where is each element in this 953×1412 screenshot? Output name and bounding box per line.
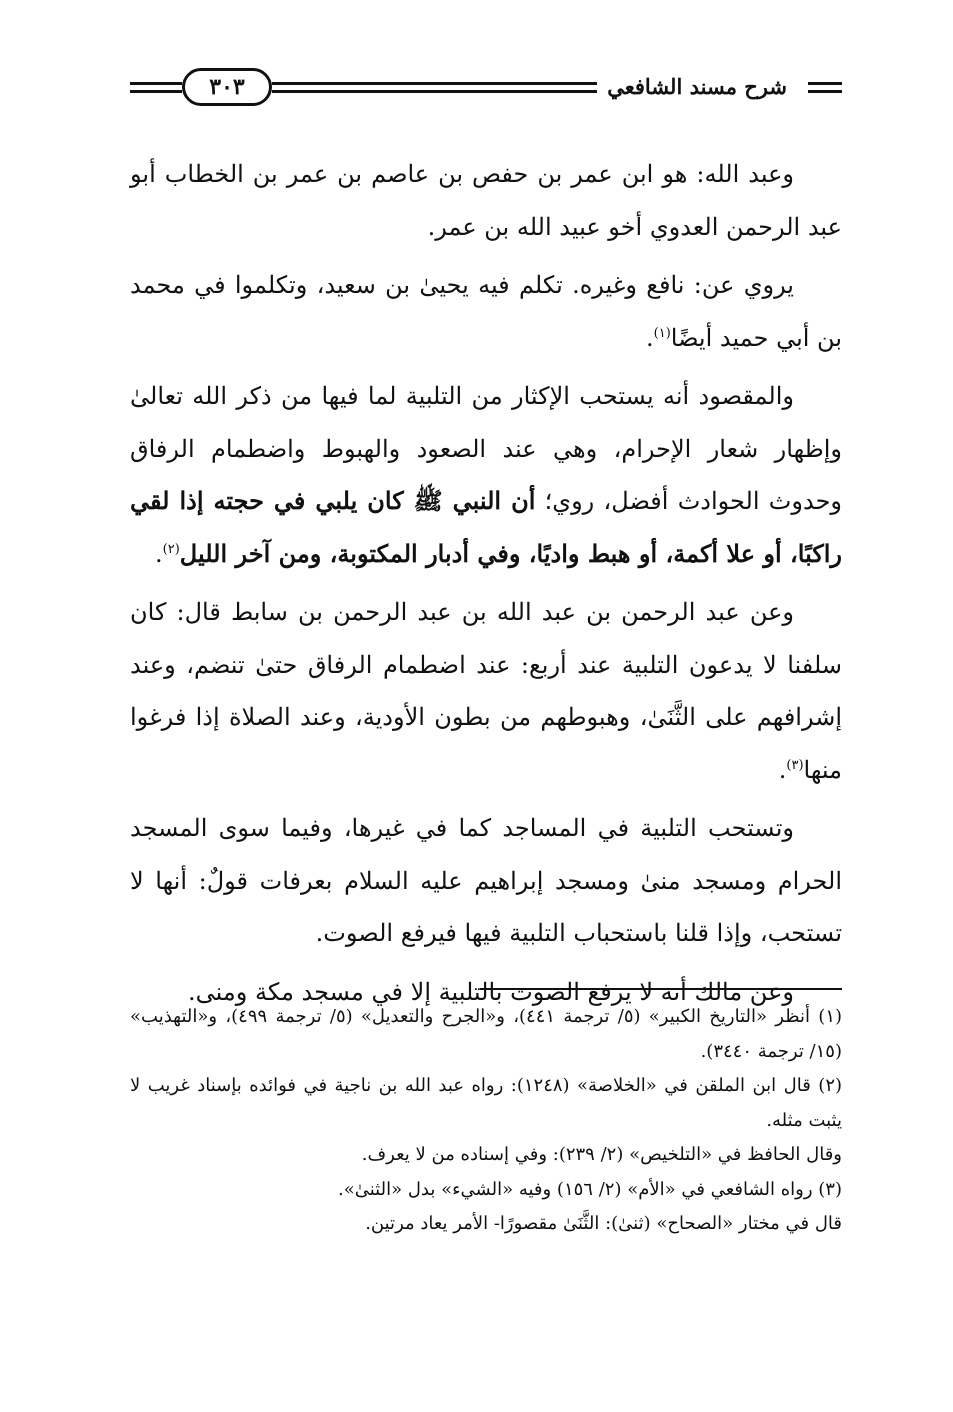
footnote-2: (٢) قال ابن الملقن في «الخلاصة» (١٢٤٨): رواه عبد الله بن ناجية في فوائده بإسناد غريب لا يثبت مثله. (130, 1075, 843, 1131)
header-rule-left (130, 82, 182, 93)
paragraph-2-text: يروي عن: نافع وغيره. تكلم فيه يحيىٰ بن سعيد، وتكلموا في محمد بن أبي حميد أيضًا (130, 271, 842, 352)
running-header (130, 68, 842, 108)
paragraph-1: وعبد الله: هو ابن عمر بن حفص بن عاصم بن عمر بن الخطاب أبو عبد الرحمن العدوي أخو عبيد الله بن عمر. (130, 160, 842, 241)
paragraph-2 (130, 259, 842, 364)
book-title: شرح مسند الشافعي (607, 74, 787, 99)
hadith-quote: أن النبي ﷺ كان يلبي في حجته إذا لقي راكبًا، أو علا أكمة، أو هبط واديًا، وفي أدبار المكتوبة، ومن آخر الليل (130, 486, 842, 568)
footnote-2-continued: وقال الحافظ في «التلخيص» (٢/ ٢٣٩): وفي إسناده من لا يعرف. (361, 1144, 842, 1165)
footnote-separator (480, 988, 842, 990)
page-number: ٣٠٣ (182, 68, 272, 106)
header-rule (272, 82, 597, 93)
footnote-3-continued: قال في مختار «الصحاح» (ثنىٰ): الثَّنَىٰ مقصورًا- الأمر يعاد مرتين. (365, 1213, 842, 1234)
header-mark (808, 82, 842, 93)
footnote-ref-2: (٢) (162, 541, 180, 557)
paragraph-4-text: وعن عبد الرحمن بن عبد الله بن عبد الرحمن بن سابط قال: كان سلفنا لا يدعون التلبية عند أربع: عند اضطمام الرفاق حتىٰ تنضم، وعند إشرافهم على الثَّنَىٰ، وهبوطهم من بطون الأودية، وعند الصلاة إذا فرغوا منها (130, 598, 842, 784)
footnote-1: (١) أنظر «التاريخ الكبير» (٥/ ترجمة ٤٤١)، و«الجرح والتعديل» (٥/ ترجمة ٤٩٩)، و«التهذيب» (١٥/ ترجمة ٣٤٤٠). (130, 1006, 843, 1062)
footnotes (130, 1000, 842, 1242)
footnote-3: (٣) رواه الشافعي في «الأم» (٢/ ١٥٦) وفيه «الشيء» بدل «الثنىٰ». (338, 1178, 842, 1200)
paragraph-3 (130, 370, 842, 580)
paragraph-6: وعن مالك أنه لا يرفع الصوت بالتلبية إلا في مسجد مكة ومنى. (188, 977, 794, 1006)
paragraph-5: وتستحب التلبية في المساجد كما في غيرها، وفيما سوى المسجد الحرام ومسجد منىٰ ومسجد إبراهيم عليه السلام بعرفات قولٌ: أنها لا تستحب، وإذا قلنا باستحباب التلبية فيها فيرفع الصوت. (130, 814, 842, 947)
main-text (130, 148, 842, 1018)
paragraph-3-end: . (155, 539, 163, 568)
paragraph-3-text: والمقصود أنه يستحب الإكثار من التلبية لما فيها من ذكر الله تعالىٰ وإظهار شعار الإحرام، وهي عند الصعود والهبوط واضطمام الرفاق وحدوث الحوادث أفضل، روي؛ (130, 382, 843, 515)
footnote-ref-3: (٣) (786, 757, 804, 773)
paragraph-2-end: . (646, 323, 654, 352)
paragraph-4-end: . (778, 755, 787, 784)
footnote-ref-1: (١) (653, 325, 671, 341)
paragraph-4 (130, 586, 842, 796)
